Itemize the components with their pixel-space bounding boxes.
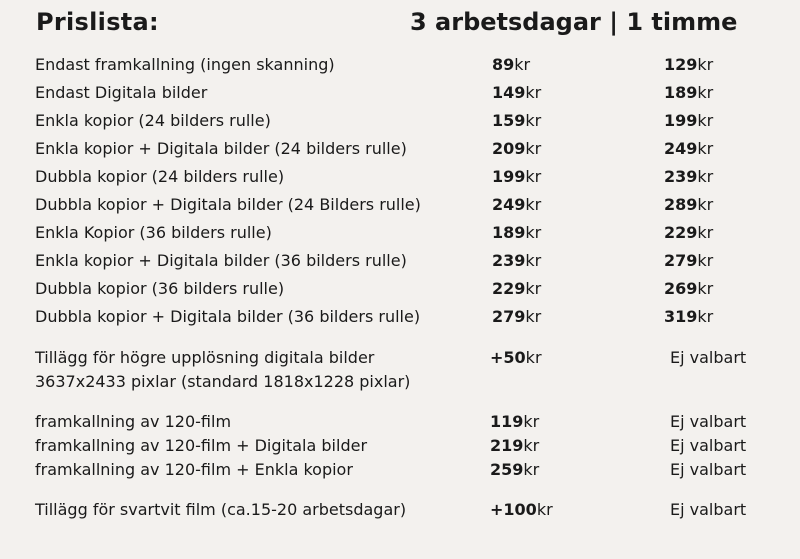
price-unit: kr — [525, 83, 542, 102]
price-row — [0, 279, 800, 303]
price-value: 189 — [492, 223, 526, 242]
row-description: Enkla Kopior (36 bilders rulle) — [35, 223, 272, 242]
price-value: 199 — [664, 111, 698, 130]
price-value: 229 — [664, 223, 698, 242]
row-description: Tillägg för högre upplösning digitala bilder — [35, 348, 375, 367]
price-1-hour — [664, 167, 713, 187]
price-1-hour — [664, 279, 713, 299]
price-value: 279 — [492, 307, 526, 326]
film120-row — [0, 436, 800, 460]
price-value: 249 — [492, 195, 526, 214]
price-unit: kr — [697, 167, 714, 186]
price-1-hour — [664, 83, 713, 103]
price-3-days — [492, 279, 541, 299]
not-available-label: Ej valbart — [670, 460, 747, 479]
price-unit: kr — [697, 307, 714, 326]
price-3-days — [492, 251, 541, 271]
price-1-hour — [664, 139, 713, 159]
price-unit: kr — [523, 412, 540, 431]
price-value: +100 — [490, 500, 537, 519]
price-3-days — [490, 412, 539, 432]
price-value: 119 — [490, 412, 524, 431]
price-3-days — [490, 348, 542, 368]
hires-addon-row — [0, 348, 800, 396]
price-3-days — [492, 195, 541, 215]
price-3-days — [492, 139, 541, 159]
price-value: 129 — [664, 55, 698, 74]
price-1-hour — [664, 195, 713, 215]
row-description: Dubbla kopior + Digitala bilder (36 bilders rulle) — [35, 307, 421, 326]
not-available-label: Ej valbart — [670, 436, 747, 455]
page-title: Prislista: — [36, 8, 159, 36]
price-row — [0, 251, 800, 275]
price-value: 229 — [492, 279, 526, 298]
film120-row — [0, 460, 800, 484]
price-unit: kr — [525, 348, 542, 367]
price-value: 319 — [664, 307, 698, 326]
price-row — [0, 195, 800, 219]
price-value: 219 — [490, 436, 524, 455]
price-row — [0, 83, 800, 107]
row-description: framkallning av 120-film + Digitala bilder — [35, 436, 368, 455]
price-1-hour — [664, 307, 713, 327]
price-unit: kr — [525, 307, 542, 326]
price-unit: kr — [525, 139, 542, 158]
price-1-hour — [664, 251, 713, 271]
price-value: 279 — [664, 251, 698, 270]
column-header: 3 arbetsdagar | 1 timme — [410, 8, 738, 36]
price-value: 189 — [664, 83, 698, 102]
row-description-detail: 3637x2433 pixlar (standard 1818x1228 pixlar) — [35, 372, 411, 391]
price-3-days — [492, 83, 541, 103]
price-value: 249 — [664, 139, 698, 158]
price-unit: kr — [697, 111, 714, 130]
price-3-days — [492, 167, 541, 187]
price-value: 259 — [490, 460, 524, 479]
row-description: framkallning av 120-film — [35, 412, 232, 431]
price-row — [0, 55, 800, 79]
price-3-days — [490, 500, 553, 520]
price-unit: kr — [523, 436, 540, 455]
price-3-days — [492, 307, 541, 327]
price-value: 159 — [492, 111, 526, 130]
price-row — [0, 111, 800, 135]
price-unit: kr — [523, 460, 540, 479]
price-unit: kr — [525, 223, 542, 242]
price-3-days — [490, 460, 539, 480]
film120-row — [0, 412, 800, 436]
row-description: Endast framkallning (ingen skanning) — [35, 55, 335, 74]
price-value: 269 — [664, 279, 698, 298]
price-unit: kr — [697, 251, 714, 270]
price-unit: kr — [697, 55, 714, 74]
price-value: 289 — [664, 195, 698, 214]
price-1-hour — [664, 223, 713, 243]
price-value: 149 — [492, 83, 526, 102]
row-description: Enkla kopior (24 bilders rulle) — [35, 111, 271, 130]
price-value: 199 — [492, 167, 526, 186]
price-row — [0, 167, 800, 191]
row-description: Enkla kopior + Digitala bilder (24 bilders rulle) — [35, 139, 407, 158]
price-1-hour — [664, 55, 713, 75]
price-unit: kr — [525, 111, 542, 130]
row-description: Enkla kopior + Digitala bilder (36 bilders rulle) — [35, 251, 407, 270]
price-row — [0, 307, 800, 331]
price-3-days — [492, 55, 530, 75]
not-available-label: Ej valbart — [670, 412, 747, 431]
row-description: Dubbla kopior (24 bilders rulle) — [35, 167, 285, 186]
not-available-label: Ej valbart — [670, 500, 747, 519]
price-unit: kr — [697, 139, 714, 158]
row-description: framkallning av 120-film + Enkla kopior — [35, 460, 353, 479]
row-description: Tillägg för svartvit film (ca.15-20 arbetsdagar) — [35, 500, 407, 519]
price-unit: kr — [525, 251, 542, 270]
not-available-label: Ej valbart — [670, 348, 747, 367]
price-unit: kr — [525, 195, 542, 214]
row-description: Dubbla kopior (36 bilders rulle) — [35, 279, 285, 298]
price-unit: kr — [697, 223, 714, 242]
price-unit: kr — [697, 195, 714, 214]
price-unit: kr — [514, 55, 531, 74]
price-value: 239 — [492, 251, 526, 270]
row-description: Endast Digitala bilder — [35, 83, 208, 102]
price-1-hour — [664, 111, 713, 131]
row-description: Dubbla kopior + Digitala bilder (24 Bilders rulle) — [35, 195, 421, 214]
price-3-days — [490, 436, 539, 456]
price-unit: kr — [525, 167, 542, 186]
price-value: 239 — [664, 167, 698, 186]
price-unit: kr — [697, 279, 714, 298]
price-value: 89 — [492, 55, 515, 74]
price-3-days — [492, 111, 541, 131]
price-row — [0, 139, 800, 163]
bw-addon-row — [0, 500, 800, 524]
price-value: 209 — [492, 139, 526, 158]
price-value: +50 — [490, 348, 526, 367]
price-unit: kr — [525, 279, 542, 298]
price-unit: kr — [536, 500, 553, 519]
price-3-days — [492, 223, 541, 243]
price-row — [0, 223, 800, 247]
price-unit: kr — [697, 83, 714, 102]
